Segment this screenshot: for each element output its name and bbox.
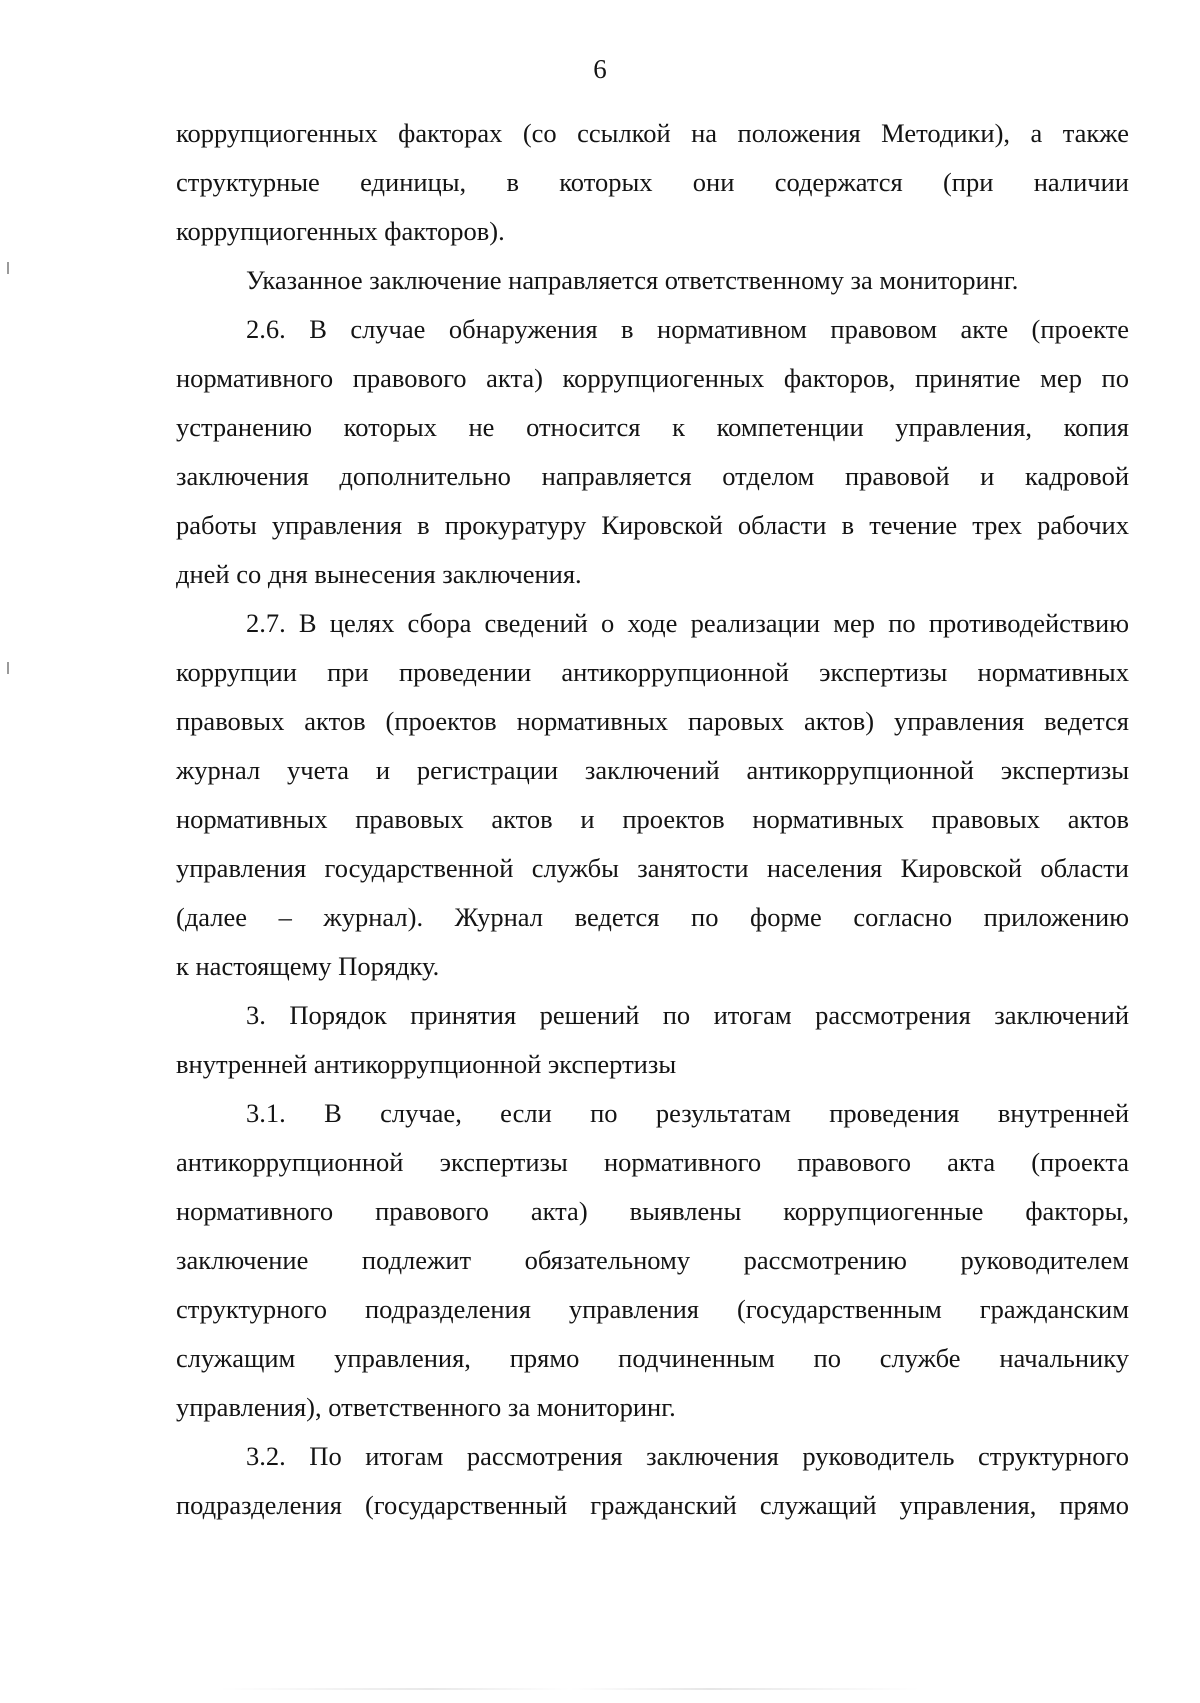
text-line: нормативных правовых актов и проектов нормативных правовых актов bbox=[176, 804, 1129, 834]
text-line: структурные единицы, в которых они содержатся (при наличии bbox=[176, 167, 1129, 197]
text-line: 2.7. В целях сбора сведений о ходе реализации мер по противодействию bbox=[246, 608, 1129, 638]
text-line: служащим управления, прямо подчиненным по службе начальнику bbox=[176, 1343, 1129, 1373]
text-line: 3. Порядок принятия решений по итогам рассмотрения заключений bbox=[246, 1000, 1129, 1030]
text-line: управления), ответственного за мониторинг. bbox=[176, 1392, 676, 1422]
text-line: работы управления в прокуратуру Кировской области в течение трех рабочих bbox=[176, 510, 1129, 540]
paragraph-monitoring-factors bbox=[176, 109, 1129, 256]
document-body bbox=[176, 109, 1129, 1530]
scan-noise bbox=[220, 1688, 920, 1690]
text-line: 3.2. По итогам рассмотрения заключения руководитель структурного bbox=[246, 1441, 1129, 1471]
text-line: 2.6. В случае обнаружения в нормативном правовом акте (проекте bbox=[246, 314, 1129, 344]
text-line: внутренней антикоррупционной экспертизы bbox=[176, 1049, 677, 1079]
text-line: к настоящему Порядку. bbox=[176, 951, 440, 981]
scan-margin-mark bbox=[7, 662, 9, 674]
section-heading-3 bbox=[176, 991, 1129, 1089]
text-line: правовых актов (проектов нормативных паровых актов) управления ведется bbox=[176, 706, 1129, 736]
paragraph-2-6 bbox=[176, 305, 1129, 599]
text-line: (далее – журнал). Журнал ведется по форме согласно приложению bbox=[176, 902, 1129, 932]
text-line: управления государственной службы занятости населения Кировской области bbox=[176, 853, 1129, 883]
text-line: антикоррупционной экспертизы нормативного правового акта (проекта bbox=[176, 1147, 1129, 1177]
paragraph-2-7 bbox=[176, 599, 1129, 991]
text-line: устранению которых не относится к компетенции управления, копия bbox=[176, 412, 1129, 442]
text-line: Указанное заключение направляется ответственному за мониторинг. bbox=[246, 265, 1019, 295]
text-line: коррупциогенных факторах (со ссылкой на положения Методики), а также bbox=[176, 118, 1129, 148]
text-line: коррупциогенных факторов). bbox=[176, 216, 505, 246]
paragraph-3-2 bbox=[176, 1432, 1129, 1530]
paragraph-conclusion-sent bbox=[176, 256, 1129, 305]
page-number: 6 bbox=[593, 54, 607, 84]
text-line: 3.1. В случае, если по результатам проведения внутренней bbox=[246, 1098, 1129, 1128]
text-line: заключения дополнительно направляется отделом правовой и кадровой bbox=[176, 461, 1129, 491]
text-line: структурного подразделения управления (государственным гражданским bbox=[176, 1294, 1129, 1324]
paragraph-3-1 bbox=[176, 1089, 1129, 1432]
text-line: нормативного правового акта) выявлены коррупциогенные факторы, bbox=[176, 1196, 1129, 1226]
text-line: журнал учета и регистрации заключений антикоррупционной экспертизы bbox=[176, 755, 1129, 785]
text-line: дней со дня вынесения заключения. bbox=[176, 559, 582, 589]
text-line: заключение подлежит обязательному рассмотрению руководителем bbox=[176, 1245, 1129, 1275]
scan-margin-mark bbox=[7, 262, 9, 274]
text-line: коррупции при проведении антикоррупционной экспертизы нормативных bbox=[176, 657, 1129, 687]
text-line: нормативного правового акта) коррупциогенных факторов, принятие мер по bbox=[176, 363, 1129, 393]
text-line: подразделения (государственный гражданский служащий управления, прямо bbox=[176, 1490, 1129, 1520]
